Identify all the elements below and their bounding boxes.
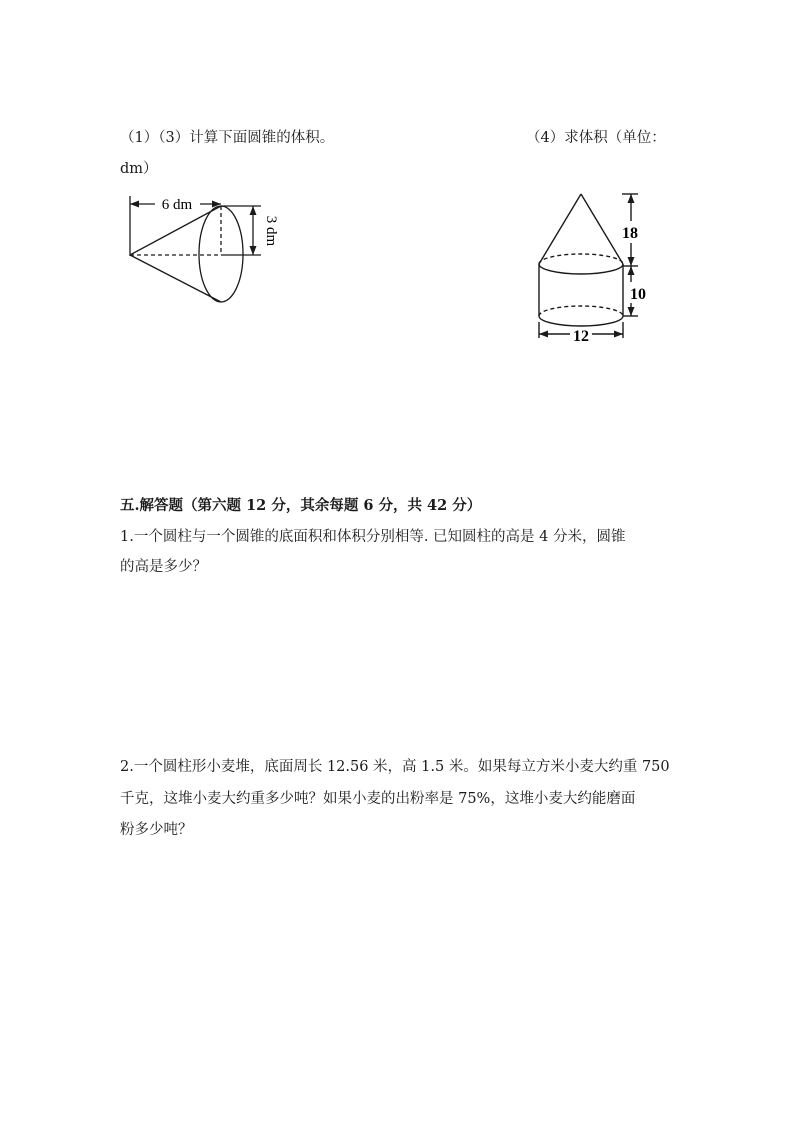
arrow-left-icon	[130, 201, 139, 208]
top-ellipse-back	[539, 254, 623, 264]
q4-left-prompt: （1）（3）计算下面圆锥的体积。	[120, 130, 335, 146]
section5-heading: 五.解答题（第六题 12 分，其余每题 6 分，共 42 分）	[120, 497, 482, 514]
arrow-down-icon	[628, 307, 635, 316]
bottom-ellipse-front	[539, 316, 623, 326]
diameter-label: 12	[573, 328, 589, 345]
top-ellipse-front	[539, 264, 623, 274]
q4-unit-continuation: dm）	[120, 161, 158, 177]
q4-right-prompt: （4）求体积（单位：	[526, 130, 666, 146]
composite-figure	[530, 188, 655, 350]
problem2-line2: 千克，这堆小麦大约重多少吨？如果小麦的出粉率是 75%，这堆小麦大约能磨面	[120, 791, 636, 807]
cone-length-label: 6 dm	[161, 197, 193, 213]
cone-slant-top	[130, 206, 221, 255]
arrow-right-icon	[614, 331, 623, 338]
bottom-ellipse-back	[539, 306, 623, 316]
problem1-line2: 的高是多少？	[120, 559, 207, 575]
cone-figure	[115, 188, 285, 308]
arrow-left-icon	[539, 331, 548, 338]
arrow-up-icon	[628, 194, 635, 203]
cone-slant-bottom	[130, 255, 221, 302]
cylinder-height-label: 10	[630, 286, 646, 303]
arrow-up-icon	[628, 266, 635, 275]
arrow-down-icon	[250, 246, 257, 255]
cone-height-label: 18	[622, 225, 638, 242]
cone-radius-label: 3 dm	[263, 215, 279, 247]
arrow-down-icon	[628, 257, 635, 266]
problem2-line3: 粉多少吨？	[120, 822, 193, 838]
problem2-line1: 2.一个圆柱形小麦堆，底面周长 12.56 米，高 1.5 米。如果每立方米小麦大约重 750	[120, 759, 670, 775]
problem1-line1: 1.一个圆柱与一个圆锥的底面积和体积分别相等. 已知圆柱的高是 4 分米，圆锥	[120, 529, 626, 545]
arrow-up-icon	[250, 206, 257, 215]
